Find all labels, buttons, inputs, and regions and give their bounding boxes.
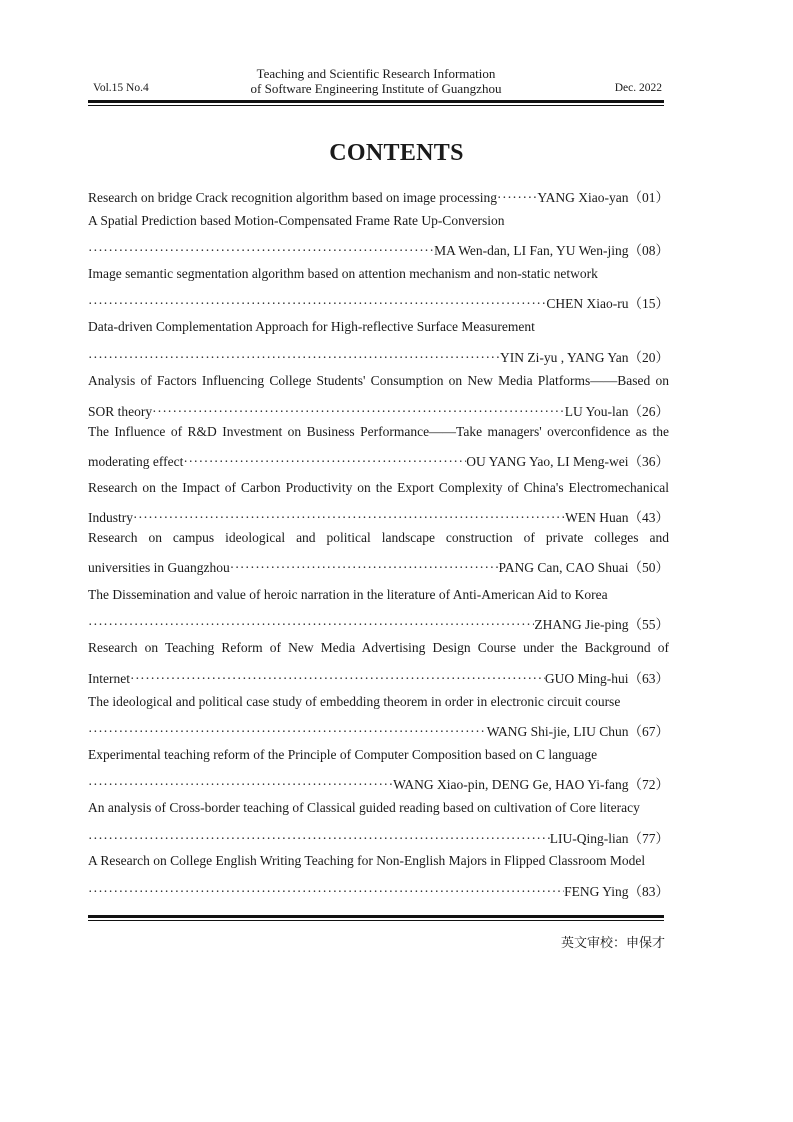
- toc-entry-author: LU You-lan（26）: [564, 404, 669, 419]
- toc-entry-title[interactable]: Analysis of Factors Influencing College Students' Consumption on New Media Platforms——Based on: [88, 373, 669, 388]
- toc-entry-leader-line: [88, 773, 669, 793]
- toc-entry-title-continued: SOR theory: [88, 404, 153, 419]
- toc-entry-leader-line: [88, 613, 669, 633]
- toc-entry-author: CHEN Xiao-ru（15）: [546, 296, 669, 311]
- toc-entry-author: PANG Can, CAO Shuai（50）: [498, 560, 669, 575]
- toc-entry-author: WEN Huan（43）: [565, 510, 669, 525]
- dot-leader: [133, 510, 565, 526]
- dot-leader: [88, 777, 393, 793]
- toc-entry-title-continued: Industry: [88, 510, 133, 525]
- footer-rule-thick: [88, 915, 664, 918]
- toc-entry-title[interactable]: Experimental teaching reform of the Principle of Computer Composition based on C language: [88, 747, 598, 762]
- journal-name: [88, 66, 664, 96]
- toc-entry-title[interactable]: An analysis of Cross-border teaching of Classical guided reading based on cultivation of Core literacy: [88, 800, 640, 815]
- dot-leader: [88, 884, 564, 900]
- toc-entry-title[interactable]: The ideological and political case study of embedding theorem in order in electronic circuit course: [88, 694, 621, 709]
- dot-leader: [183, 454, 466, 470]
- toc-entry-author: OU YANG Yao, LI Meng-wei（36）: [466, 454, 669, 469]
- toc-entry-leader-line: [88, 556, 669, 576]
- toc-entry-author: MA Wen-dan, LI Fan, YU Wen-jing（08）: [434, 243, 669, 258]
- toc-entry-title[interactable]: Research on Teaching Reform of New Media Advertising Design Course under the Background of: [88, 640, 669, 655]
- toc-entry-title[interactable]: Research on the Impact of Carbon Productivity on the Export Complexity of China's Electromechanical: [88, 480, 669, 495]
- toc-entry-author: GUO Ming-hui（63）: [544, 671, 669, 686]
- toc-entry-author: ZHANG Jie-ping（55）: [534, 617, 669, 632]
- header-rule-thick: [88, 100, 664, 103]
- dot-leader: [130, 671, 545, 687]
- toc-entry-title: Research on bridge Crack recognition algorithm based on image processing: [88, 190, 498, 205]
- toc-entry-title[interactable]: Research on campus ideological and political landscape construction of private colleges and: [88, 530, 669, 545]
- running-header: [88, 66, 664, 100]
- toc-entry-title[interactable]: A Research on College English Writing Teaching for Non-English Majors in Flipped Classroom Model: [88, 853, 646, 868]
- toc-entry-author: FENG Ying（83）: [564, 884, 669, 899]
- toc-entry-leader-line: [88, 450, 669, 470]
- dot-leader: [88, 831, 550, 847]
- dot-leader: [497, 190, 537, 206]
- toc-entry-leader-line: [88, 506, 669, 526]
- dot-leader: [88, 296, 546, 312]
- toc-entry-leader-line: [88, 346, 669, 366]
- volume-number: Vol.15 No.4: [93, 82, 149, 94]
- dot-leader: [88, 243, 434, 259]
- journal-name-line1: Teaching and Scientific Research Information: [256, 66, 496, 81]
- toc-entry-title[interactable]: The Dissemination and value of heroic narration in the literature of Anti-American Aid to Korea: [88, 587, 608, 602]
- toc-entry-title-continued: universities in Guangzhou: [88, 560, 230, 575]
- toc-entry-title[interactable]: The Influence of R&D Investment on Business Performance——Take managers' overconfidence as the: [88, 424, 669, 439]
- toc-entry-author: YANG Xiao-yan（01）: [537, 190, 669, 205]
- english-proofreader-note: 英文审校：申保才: [560, 936, 665, 951]
- toc-entry-leader-line: [88, 880, 669, 900]
- toc-entry-leader-line: [88, 667, 669, 687]
- dot-leader: [152, 404, 565, 420]
- toc-entry-author: WANG Xiao-pin, DENG Ge, HAO Yi-fang（72）: [393, 777, 669, 792]
- toc-entry[interactable]: [88, 186, 669, 206]
- toc-entry-leader-line: [88, 292, 669, 312]
- header-rule-thin: [88, 105, 664, 106]
- dot-leader: [88, 350, 500, 366]
- toc-entry-leader-line: [88, 400, 669, 420]
- toc-entry-leader-line: [88, 720, 669, 740]
- page-title: CONTENTS: [329, 140, 464, 166]
- toc-entry-title[interactable]: A Spatial Prediction based Motion-Compensated Frame Rate Up-Conversion: [88, 213, 505, 228]
- dot-leader: [88, 617, 534, 633]
- journal-name-line2: of Software Engineering Institute of Guangzhou: [250, 81, 502, 96]
- toc-entry-author: WANG Shi-jie, LIU Chun（67）: [486, 724, 669, 739]
- toc-entry-leader-line: [88, 239, 669, 259]
- toc-entry-author: YIN Zi-yu , YANG Yan（20）: [499, 350, 669, 365]
- toc-entry-leader-line: [88, 827, 669, 847]
- toc-entry-title-continued: moderating effect: [88, 454, 184, 469]
- toc-entry-title[interactable]: Data-driven Complementation Approach for High-reflective Surface Measurement: [88, 319, 535, 334]
- toc-entry-author: LIU-Qing-lian（77）: [549, 831, 669, 846]
- toc-entry-title-continued: Internet: [88, 671, 130, 686]
- dot-leader: [88, 724, 487, 740]
- dot-leader: [230, 560, 499, 576]
- issue-date: Dec. 2022: [614, 82, 662, 94]
- toc-entry-title[interactable]: Image semantic segmentation algorithm based on attention mechanism and non-static network: [88, 266, 598, 281]
- footer-rule-thin: [88, 920, 664, 921]
